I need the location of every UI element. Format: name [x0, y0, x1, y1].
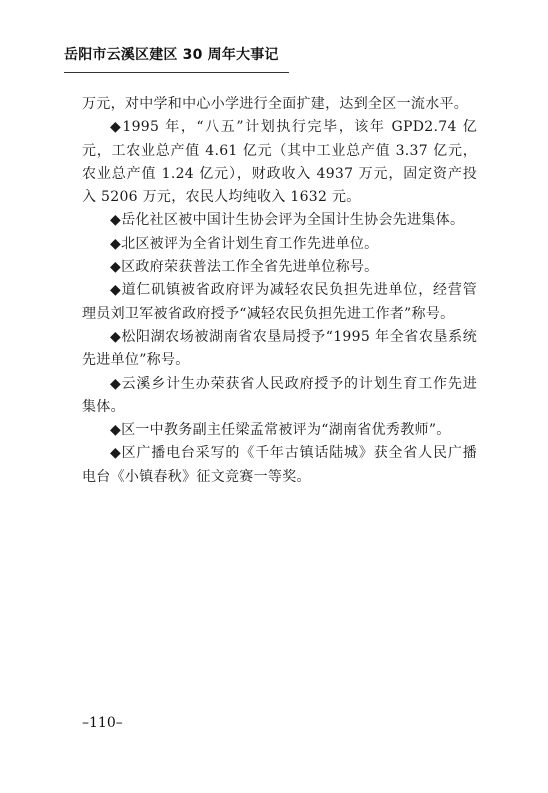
paragraph-radio-station: ◆区广播电台采写的《千年古镇话陆城》获全省人民广播电台《小镇春秋》征文竞赛一等奖。: [82, 445, 477, 485]
paragraph-1995-economy: ◆1995 年，“八五”计划执行完毕，该年 GPD2.74 亿元，工农业总产值 4.61 亿元（其中工业总产值 3.37 亿元，农业总产值 1.24 亿元），财政收入 4937 万元，固定资产投入 5206 万元，农民人均纯收入 1632 元。: [82, 119, 477, 206]
page-body: [82, 93, 477, 489]
header-divider: [64, 72, 289, 73]
paragraph-no1-middle-school: ◆区一中教务副主任梁孟常被评为“湖南省优秀教师”。: [110, 422, 451, 439]
paragraph-north-district: ◆北区被评为全省计划生育工作先进单位。: [110, 235, 379, 252]
paragraph-daorenji-town: ◆道仁矶镇被省政府评为减轻农民负担先进单位，经营管理员刘卫军被省政府授予“减轻农民负担先进工作者”称号。: [82, 282, 477, 322]
page-number: –110–: [82, 715, 123, 731]
paragraph-yuehua-community: ◆岳化社区被中国计生协会评为全国计生协会先进集体。: [110, 212, 465, 229]
running-header: 岳阳市云溪区建区 30 周年大事记: [64, 47, 279, 63]
paragraph-legal-education: ◆区政府荣获普法工作全省先进单位称号。: [110, 259, 379, 276]
paragraph-songyanghu-farm: ◆松阳湖农场被湖南省农垦局授予“1995 年全省农垦系统先进单位”称号。: [82, 328, 477, 369]
paragraph-continuation: 万元，对中学和中心小学进行全面扩建，达到全区一流水平。: [82, 96, 469, 112]
paragraph-yunxi-township: ◆云溪乡计生办荣获省人民政府授予的计划生育工作先进集体。: [82, 375, 477, 415]
